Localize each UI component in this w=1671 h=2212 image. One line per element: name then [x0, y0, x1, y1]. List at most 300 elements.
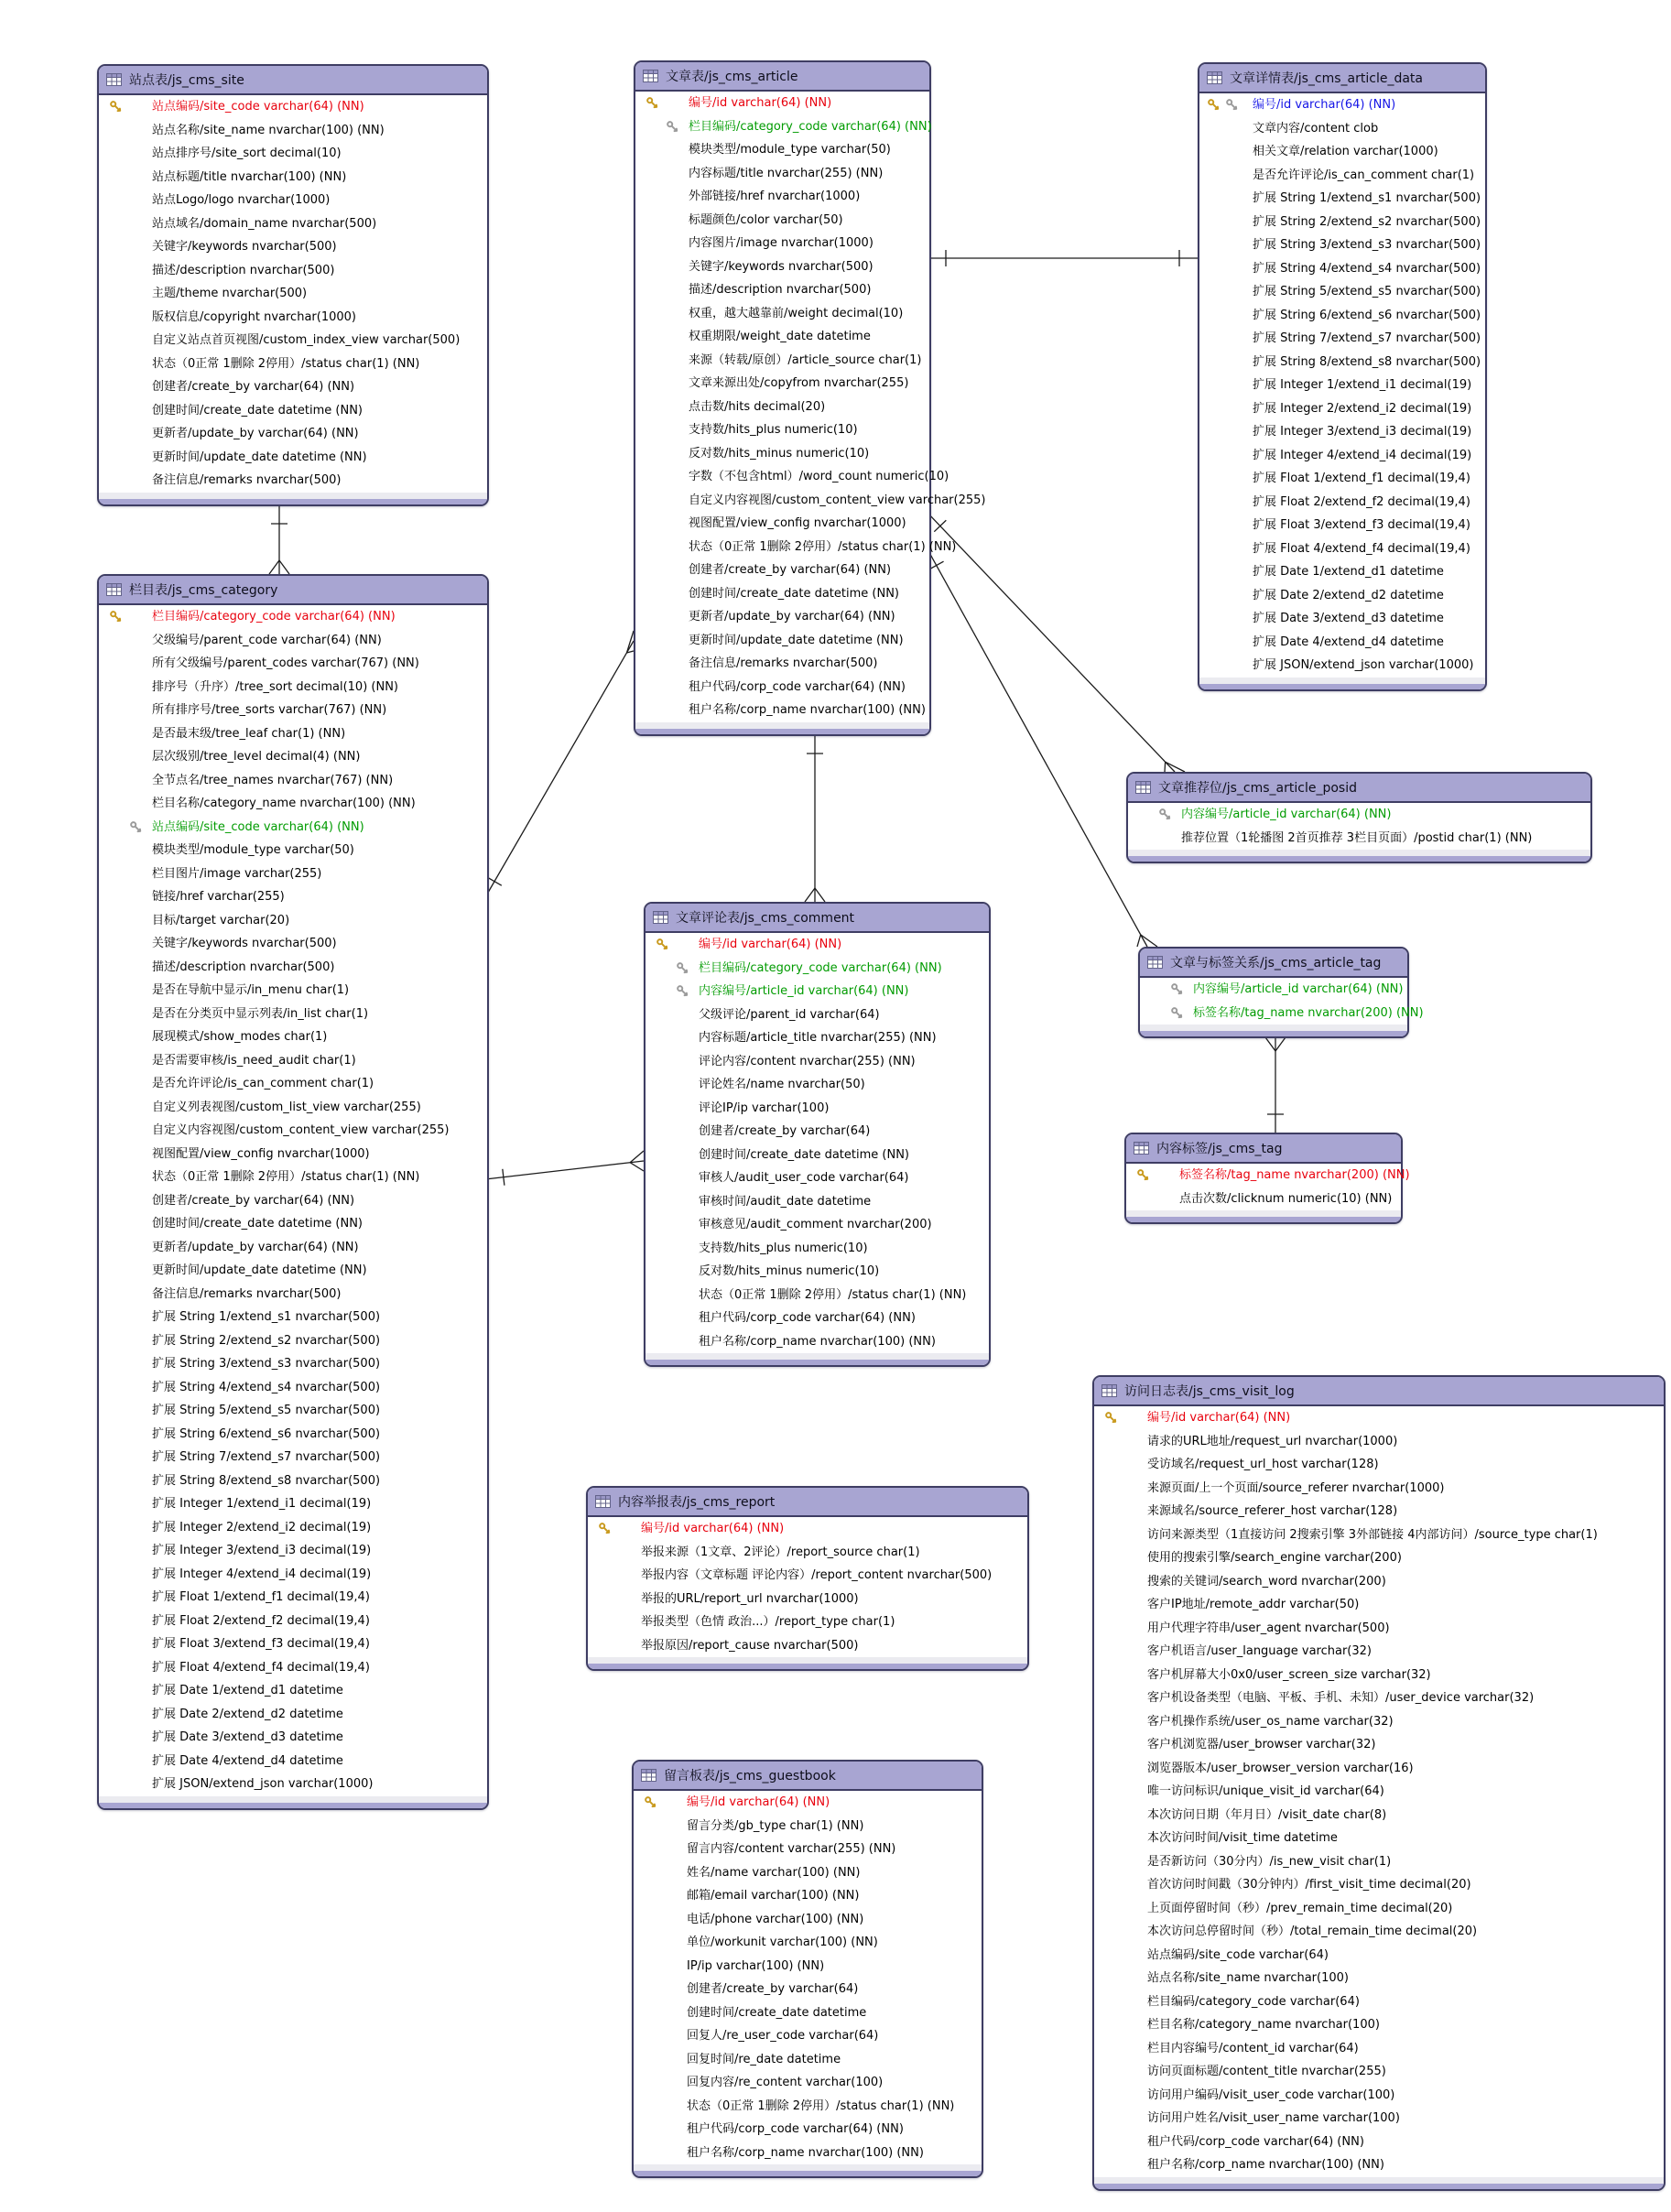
field-row — [635, 372, 929, 396]
field-text: 内容标题/article_title nvarchar(255) (NN) — [699, 1031, 937, 1045]
field-row — [1199, 374, 1485, 397]
field-text: 链接/href varchar(255) — [152, 890, 285, 904]
table-footer — [1128, 850, 1590, 862]
field-row — [99, 979, 487, 1003]
field-text: 编号/id varchar(64) (NN) — [687, 1795, 830, 1809]
table-title: 内容举报表/js_cms_report — [618, 1495, 776, 1510]
field-row — [646, 1003, 989, 1027]
field-text: 访问用户姓名/visit_user_name varchar(100) — [1147, 2111, 1400, 2125]
field-row — [646, 1144, 989, 1167]
field-text: 是否需要审核/is_need_audit char(1) — [152, 1053, 356, 1068]
field-text: 创建者/create_by varchar(64) (NN) — [689, 563, 892, 577]
field-text: 留言分类/gb_type char(1) (NN) — [687, 1818, 864, 1833]
field-text: 扩展 Integer 3/extend_i3 decimal(19) — [1253, 425, 1472, 439]
field-row — [99, 745, 487, 769]
field-text: 本次访问时间/visit_time datetime — [1147, 1831, 1338, 1845]
field-text: 层次级别/tree_level decimal(4) (NN) — [152, 750, 361, 764]
field-text: 内容编号/article_id varchar(64) (NN) — [699, 984, 909, 998]
field-text: 栏目编码/category_code varchar(64) (NN) — [689, 119, 932, 134]
table-title: 栏目表/js_cms_category — [129, 583, 278, 598]
field-text: 所有排序号/tree_sorts varchar(767) (NN) — [152, 703, 387, 717]
field-row — [99, 166, 487, 190]
entity-table-js_cms_article_data[interactable] — [1198, 62, 1487, 691]
field-row — [1094, 1406, 1664, 1430]
field-row — [1094, 1920, 1664, 1944]
field-row — [99, 932, 487, 956]
field-row — [646, 933, 989, 957]
field-row — [99, 1376, 487, 1400]
field-text: 备注信息/remarks nvarchar(500) — [152, 1286, 342, 1301]
table-header — [1094, 1377, 1664, 1406]
field-text: 租户代码/corp_code varchar(64) (NN) — [689, 679, 906, 694]
field-text: 标签名称/tag_name nvarchar(200) (NN) — [1179, 1168, 1410, 1182]
field-row — [635, 676, 929, 699]
field-text: 扩展 Date 4/extend_d4 datetime — [1253, 634, 1444, 649]
field-row — [1199, 420, 1485, 444]
field-text: 扩展 String 1/extend_s1 nvarchar(500) — [1253, 191, 1481, 205]
field-text: 本次访问日期（年月日）/visit_date char(8) — [1147, 1807, 1387, 1822]
field-row — [1094, 1710, 1664, 1734]
field-row — [588, 1610, 1027, 1634]
field-row — [1199, 257, 1485, 281]
field-text: 自定义列表视图/custom_list_view varchar(255) — [152, 1100, 421, 1114]
table-icon — [1147, 956, 1163, 969]
field-row — [634, 1884, 982, 1908]
field-row — [1140, 978, 1407, 1002]
field-row — [1199, 444, 1485, 468]
field-row — [1199, 537, 1485, 561]
field-row — [99, 1352, 487, 1376]
field-text: 上页面停留时间（秒）/prev_remain_time decimal(20) — [1147, 1901, 1453, 1915]
entity-table-js_cms_article_tag[interactable] — [1138, 947, 1424, 1038]
field-row — [635, 115, 932, 139]
field-row — [99, 469, 487, 493]
entity-table-js_cms_site[interactable] — [97, 64, 489, 506]
field-text: 支持数/hits_plus numeric(10) — [699, 1241, 868, 1255]
table-field-list — [634, 1791, 982, 2164]
field-row — [99, 329, 487, 352]
field-row — [99, 1703, 487, 1727]
field-text: 父级评论/parent_id varchar(64) — [699, 1007, 880, 1022]
field-row — [634, 2118, 982, 2142]
field-row — [1094, 1546, 1664, 1570]
field-row — [1094, 2153, 1664, 2177]
field-row — [1094, 1523, 1664, 1547]
field-text: 客户机语言/user_language varchar(32) — [1147, 1644, 1372, 1658]
field-text: 更新时间/update_date datetime (NN) — [689, 633, 904, 647]
entity-table-js_cms_article_posid[interactable] — [1126, 772, 1592, 863]
field-text: 备注信息/remarks nvarchar(500) — [152, 473, 342, 487]
field-text: 审核人/audit_user_code varchar(64) — [699, 1171, 909, 1185]
field-text: 栏目名称/category_name nvarchar(100) (NN) — [152, 797, 416, 810]
field-row — [99, 375, 487, 399]
field-text: 主题/theme nvarchar(500) — [152, 287, 308, 300]
field-row — [635, 396, 929, 419]
field-text: 文章来源出处/copyfrom nvarchar(255) — [689, 376, 909, 390]
field-text: 状态（0正常 1删除 2停用）/status char(1) (NN) — [152, 1170, 420, 1184]
table-icon — [106, 73, 122, 86]
field-row — [1199, 491, 1485, 515]
field-row — [99, 1025, 487, 1049]
table-title: 文章表/js_cms_article — [666, 70, 798, 84]
field-text: 全节点名/tree_names nvarchar(767) (NN) — [152, 773, 394, 787]
entity-table-js_cms_category[interactable] — [97, 574, 489, 1810]
field-row — [588, 1634, 1027, 1658]
field-text: 外部链接/href nvarchar(1000) — [689, 190, 861, 203]
field-row — [99, 306, 487, 330]
field-text: 扩展 String 4/extend_s4 nvarchar(500) — [1253, 261, 1481, 276]
field-text: 站点编码/site_code varchar(64) (NN) — [152, 100, 364, 114]
field-text: 客户机浏览器/user_browser varchar(32) — [1147, 1738, 1376, 1751]
field-text: 租户名称/corp_name nvarchar(100) (NN) — [689, 703, 926, 717]
field-row — [634, 2095, 982, 2119]
table-header — [1128, 774, 1590, 803]
table-icon — [106, 583, 122, 596]
field-text: 来源域名/source_referer_host varchar(128) — [1147, 1504, 1398, 1518]
field-text: 电话/phone varchar(100) (NN) — [687, 1912, 864, 1926]
field-row — [1094, 1804, 1664, 1827]
field-text: 扩展 String 5/extend_s5 nvarchar(500) — [1253, 285, 1481, 298]
field-row — [1094, 1757, 1664, 1781]
table-title: 文章评论表/js_cms_comment — [676, 911, 855, 926]
field-row — [635, 629, 929, 653]
field-row — [635, 255, 929, 279]
entity-table-js_cms_article[interactable] — [634, 60, 986, 736]
field-row — [99, 1586, 487, 1610]
field-text: 扩展 Date 1/extend_d1 datetime — [1253, 565, 1444, 579]
field-text: 请求的URL地址/request_url nvarchar(1000) — [1147, 1434, 1398, 1448]
field-text: 租户代码/corp_code varchar(64) (NN) — [699, 1311, 916, 1325]
field-text: 反对数/hits_minus numeric(10) — [699, 1264, 880, 1278]
field-row — [1094, 1477, 1664, 1501]
field-text: 站点名称/site_name nvarchar(100) (NN) — [152, 123, 385, 137]
field-row — [634, 2048, 982, 2072]
field-text: 扩展 String 6/extend_s6 nvarchar(500) — [1253, 308, 1481, 322]
primary-key-icon — [109, 100, 123, 114]
field-text: 扩展 String 1/extend_s1 nvarchar(500) — [152, 1310, 381, 1324]
field-text: 扩展 Date 2/extend_d2 datetime — [1253, 588, 1444, 602]
field-row — [1199, 187, 1485, 211]
field-text: 扩展 Float 3/extend_f3 decimal(19,4) — [1253, 518, 1470, 532]
table-title: 文章与标签关系/js_cms_article_tag — [1170, 956, 1382, 970]
field-row — [635, 349, 929, 373]
field-text: 目标/target varchar(20) — [152, 913, 290, 927]
table-field-list — [1199, 93, 1485, 678]
table-field-list — [646, 933, 989, 1353]
field-row — [634, 2071, 982, 2095]
field-text: 站点名称/site_name nvarchar(100) — [1147, 1971, 1349, 1985]
foreign-key-icon — [666, 120, 679, 134]
table-header — [1199, 64, 1485, 93]
field-row — [635, 512, 929, 536]
field-row — [1094, 1733, 1664, 1757]
table-icon — [1207, 71, 1222, 84]
field-row — [99, 769, 487, 793]
field-text: 点击数/hits decimal(20) — [689, 399, 826, 414]
field-row — [635, 278, 929, 302]
field-text: 举报来源（1文章、2评论）/report_source char(1) — [641, 1545, 920, 1559]
field-text: 评论内容/content nvarchar(255) (NN) — [699, 1054, 916, 1068]
field-row — [1094, 1873, 1664, 1897]
field-row — [99, 95, 487, 119]
field-text: 浏览器版本/user_browser_version varchar(16) — [1147, 1761, 1414, 1775]
field-row — [635, 325, 929, 349]
field-text: 受访域名/request_url_host varchar(128) — [1147, 1458, 1379, 1471]
table-icon — [1101, 1384, 1117, 1397]
field-text: 状态（0正常 1删除 2停用）/status char(1) (NN) — [689, 539, 957, 554]
field-text: 字数（不包含html）/word_count numeric(10) — [689, 470, 949, 483]
field-row — [1094, 1967, 1664, 1990]
table-field-list — [588, 1517, 1027, 1657]
field-text: 扩展 String 5/extend_s5 nvarchar(500) — [152, 1404, 381, 1417]
field-text: 栏目内容编号/content_id varchar(64) — [1147, 2041, 1359, 2055]
table-title: 留言板表/js_cms_guestbook — [664, 1769, 836, 1784]
field-text: 关键字/keywords nvarchar(500) — [689, 259, 873, 274]
field-row — [634, 1791, 982, 1815]
field-text: 描述/description nvarchar(500) — [152, 960, 335, 974]
field-text: 栏目编码/category_code varchar(64) (NN) — [699, 960, 942, 975]
field-text: 是否允许评论/is_can_comment char(1) — [1253, 168, 1475, 182]
table-header — [1126, 1134, 1401, 1164]
field-text: 更新者/update_by varchar(64) (NN) — [152, 1240, 359, 1254]
field-text: 扩展 Float 2/extend_f2 decimal(19,4) — [1253, 494, 1470, 509]
field-row — [646, 1120, 989, 1144]
field-row — [99, 605, 487, 629]
field-row — [635, 536, 957, 559]
field-row — [635, 185, 929, 209]
field-text: 点击次数/clicknum numeric(10) (NN) — [1179, 1191, 1393, 1206]
field-row — [99, 839, 487, 862]
field-text: 反对数/hits_minus numeric(10) — [689, 446, 870, 461]
field-text: 扩展 String 2/extend_s2 nvarchar(500) — [152, 1333, 381, 1348]
field-row — [1094, 2037, 1664, 2061]
field-row — [1094, 1570, 1664, 1594]
table-title: 访问日志表/js_cms_visit_log — [1124, 1384, 1295, 1399]
field-text: 审核意见/audit_comment nvarchar(200) — [699, 1218, 932, 1231]
field-row — [635, 302, 929, 326]
table-footer — [646, 1353, 989, 1365]
entity-table-js_cms_report[interactable] — [586, 1486, 1029, 1671]
field-row — [99, 422, 487, 446]
field-row — [99, 1469, 487, 1493]
field-text: 栏目编码/category_code varchar(64) — [1147, 1994, 1360, 2009]
field-row — [1199, 467, 1485, 491]
field-text: 扩展 Integer 1/extend_i1 decimal(19) — [152, 1497, 372, 1511]
table-footer — [99, 493, 487, 504]
relationship-js_cms_article-js_cms_comment — [805, 735, 825, 902]
field-row — [99, 1446, 487, 1469]
field-row — [1126, 1164, 1410, 1187]
field-text: 扩展 Date 3/extend_d3 datetime — [1253, 612, 1444, 625]
field-text: 描述/description nvarchar(500) — [152, 263, 335, 277]
field-text: 是否最末级/tree_leaf char(1) (NN) — [152, 726, 346, 741]
field-text: 创建者/create_by varchar(64) — [687, 1982, 859, 1996]
table-header — [99, 576, 487, 605]
field-row — [635, 442, 929, 466]
entity-table-js_cms_visit_log[interactable] — [1092, 1375, 1666, 2191]
field-text: 扩展 String 7/extend_s7 nvarchar(500) — [1253, 331, 1481, 345]
field-row — [1199, 140, 1485, 164]
field-row — [1199, 93, 1485, 117]
field-row — [646, 1213, 989, 1237]
field-text: 租户代码/corp_code varchar(64) (NN) — [687, 2122, 904, 2136]
field-row — [99, 119, 487, 143]
relationship-js_cms_article-js_cms_article_posid — [928, 513, 1185, 772]
field-row — [646, 1166, 989, 1190]
field-text: 排序号（升序）/tree_sort decimal(10) (NN) — [152, 679, 398, 694]
field-text: 自定义内容视图/custom_content_view varchar(255) — [689, 493, 986, 507]
table-field-list — [99, 605, 487, 1796]
table-title: 内容标签/js_cms_tag — [1156, 1142, 1283, 1156]
field-row — [99, 1750, 487, 1773]
field-row — [634, 2024, 982, 2048]
field-text: 内容标题/title nvarchar(255) (NN) — [689, 166, 884, 180]
field-row — [1199, 304, 1485, 328]
field-text: 扩展 Float 4/extend_f4 decimal(19,4) — [1253, 541, 1470, 556]
field-row — [99, 235, 487, 259]
field-text: 自定义站点首页视图/custom_index_view varchar(500) — [152, 333, 461, 347]
table-icon — [641, 1769, 656, 1782]
table-footer — [634, 2164, 982, 2176]
field-text: 创建时间/create_date datetime (NN) — [689, 586, 900, 601]
table-field-list — [99, 95, 487, 493]
field-text: 更新时间/update_date datetime (NN) — [152, 1263, 367, 1277]
field-text: 客户机屏幕大小0x0/user_screen_size varchar(32) — [1147, 1667, 1431, 1682]
field-row — [99, 1049, 487, 1073]
field-row — [99, 259, 487, 283]
field-row — [646, 980, 989, 1003]
field-text: 举报内容（文章标题 评论内容）/report_content nvarchar(500) — [641, 1568, 993, 1582]
field-row — [646, 1237, 989, 1261]
field-row — [1094, 1990, 1664, 2014]
field-row — [646, 1026, 989, 1050]
field-text: 首次访问时间戳（30分钟内）/first_visit_time decimal(20) — [1147, 1878, 1471, 1892]
field-text: 标题颜色/color varchar(50) — [689, 212, 843, 227]
field-text: 是否新访问（30分内）/is_new_visit char(1) — [1147, 1854, 1392, 1869]
field-row — [634, 1861, 982, 1885]
field-row — [99, 816, 487, 840]
field-row — [1094, 2060, 1664, 2084]
relationship-js_cms_tag-js_cms_article_tag — [1265, 1037, 1286, 1133]
field-text: 站点排序号/site_sort decimal(10) — [152, 146, 342, 160]
field-text: 内容编号/article_id varchar(64) (NN) — [1193, 982, 1404, 996]
field-row — [1199, 584, 1485, 608]
field-text: 评论姓名/name nvarchar(50) — [699, 1078, 865, 1091]
entity-table-js_cms_guestbook[interactable] — [632, 1760, 983, 2178]
field-row — [99, 676, 487, 699]
field-row — [99, 1236, 487, 1260]
field-text: 回复人/re_user_code varchar(64) — [687, 2029, 879, 2043]
field-text: 扩展 String 3/extend_s3 nvarchar(500) — [152, 1357, 381, 1371]
field-text: 栏目名称/category_name nvarchar(100) — [1147, 2018, 1380, 2032]
field-row — [1094, 2013, 1664, 2037]
field-text: 内容图片/image nvarchar(1000) — [689, 236, 873, 250]
table-footer — [1126, 1210, 1401, 1222]
field-row — [99, 956, 487, 980]
field-text: 单位/workunit varchar(100) (NN) — [687, 1936, 878, 1949]
field-text: 相关文章/relation varchar(1000) — [1253, 145, 1438, 158]
foreign-key-icon — [676, 984, 689, 998]
field-text: 文章内容/content clob — [1253, 121, 1379, 136]
field-text: 扩展 String 3/extend_s3 nvarchar(500) — [1253, 238, 1481, 252]
field-text: 是否允许评论/is_can_comment char(1) — [152, 1077, 374, 1090]
field-row — [99, 1072, 487, 1096]
field-row — [1094, 2131, 1664, 2154]
field-text: 扩展 Float 2/extend_f2 decimal(19,4) — [152, 1613, 370, 1628]
field-text: 视图配置/view_config nvarchar(1000) — [689, 516, 906, 530]
field-row — [1094, 1430, 1664, 1454]
field-text: 唯一访问标识/unique_visit_id varchar(64) — [1147, 1784, 1384, 1798]
primary-key-icon — [1104, 1411, 1118, 1425]
field-row — [1199, 631, 1485, 655]
field-row — [635, 582, 929, 606]
field-row — [646, 1097, 989, 1121]
field-row — [99, 1632, 487, 1656]
field-row — [1094, 1664, 1664, 1687]
field-row — [99, 1539, 487, 1563]
table-footer — [1140, 1025, 1407, 1036]
field-text: 更新时间/update_date datetime (NN) — [152, 450, 367, 464]
field-row — [99, 1259, 487, 1283]
field-row — [635, 605, 929, 629]
field-row — [99, 1516, 487, 1540]
field-row — [99, 1423, 487, 1447]
field-text: 扩展 Date 3/extend_d3 datetime — [152, 1730, 343, 1744]
entity-table-js_cms_comment[interactable] — [644, 902, 991, 1367]
field-text: 扩展 Date 4/extend_d4 datetime — [152, 1753, 343, 1768]
field-text: 编号/id varchar(64) (NN) — [1253, 98, 1396, 112]
field-text: 租户代码/corp_code varchar(64) (NN) — [1147, 2134, 1364, 2149]
field-row — [1094, 1827, 1664, 1850]
field-text: 更新者/update_by varchar(64) (NN) — [152, 427, 359, 440]
field-row — [635, 209, 929, 233]
field-text: 站点Logo/logo nvarchar(1000) — [152, 193, 331, 207]
field-text: 举报的URL/report_url nvarchar(1000) — [641, 1591, 859, 1606]
field-row — [99, 1610, 487, 1633]
field-text: 扩展 String 6/extend_s6 nvarchar(500) — [152, 1426, 381, 1441]
entity-table-js_cms_tag[interactable] — [1124, 1133, 1410, 1224]
field-text: 编号/id varchar(64) (NN) — [689, 96, 832, 110]
field-text: 栏目编码/category_code varchar(64) (NN) — [152, 610, 396, 623]
field-row — [635, 465, 949, 489]
field-text: 扩展 Integer 4/extend_i4 decimal(19) — [152, 1567, 372, 1581]
foreign-key-icon — [676, 961, 689, 975]
field-text: 关键字/keywords nvarchar(500) — [152, 937, 337, 950]
table-header — [646, 904, 989, 933]
field-row — [588, 1564, 1027, 1588]
field-row — [1094, 1780, 1664, 1804]
table-icon — [653, 911, 668, 924]
relationship-js_cms_site-js_cms_category — [269, 505, 289, 574]
table-footer — [1199, 678, 1485, 689]
field-text: 扩展 String 8/extend_s8 nvarchar(500) — [1253, 354, 1481, 369]
field-row — [1094, 1453, 1664, 1477]
field-row — [634, 1838, 982, 1861]
table-header — [588, 1488, 1027, 1517]
field-text: 备注信息/remarks nvarchar(500) — [689, 656, 878, 670]
table-header — [99, 66, 487, 95]
field-row — [1094, 1686, 1664, 1710]
field-text: 扩展 JSON/extend_json varchar(1000) — [152, 1777, 374, 1791]
table-footer — [99, 1796, 487, 1808]
field-text: 使用的搜索引擎/search_engine varchar(200) — [1147, 1551, 1402, 1565]
field-text: 自定义内容视图/custom_content_view varchar(255) — [152, 1123, 450, 1137]
field-row — [588, 1517, 1027, 1541]
field-text: 租户名称/corp_name nvarchar(100) (NN) — [1147, 2158, 1384, 2172]
field-row — [99, 1096, 487, 1120]
field-text: 客户机操作系统/user_os_name varchar(32) — [1147, 1714, 1394, 1729]
field-text: 客户IP地址/remote_addr varchar(50) — [1147, 1598, 1360, 1611]
